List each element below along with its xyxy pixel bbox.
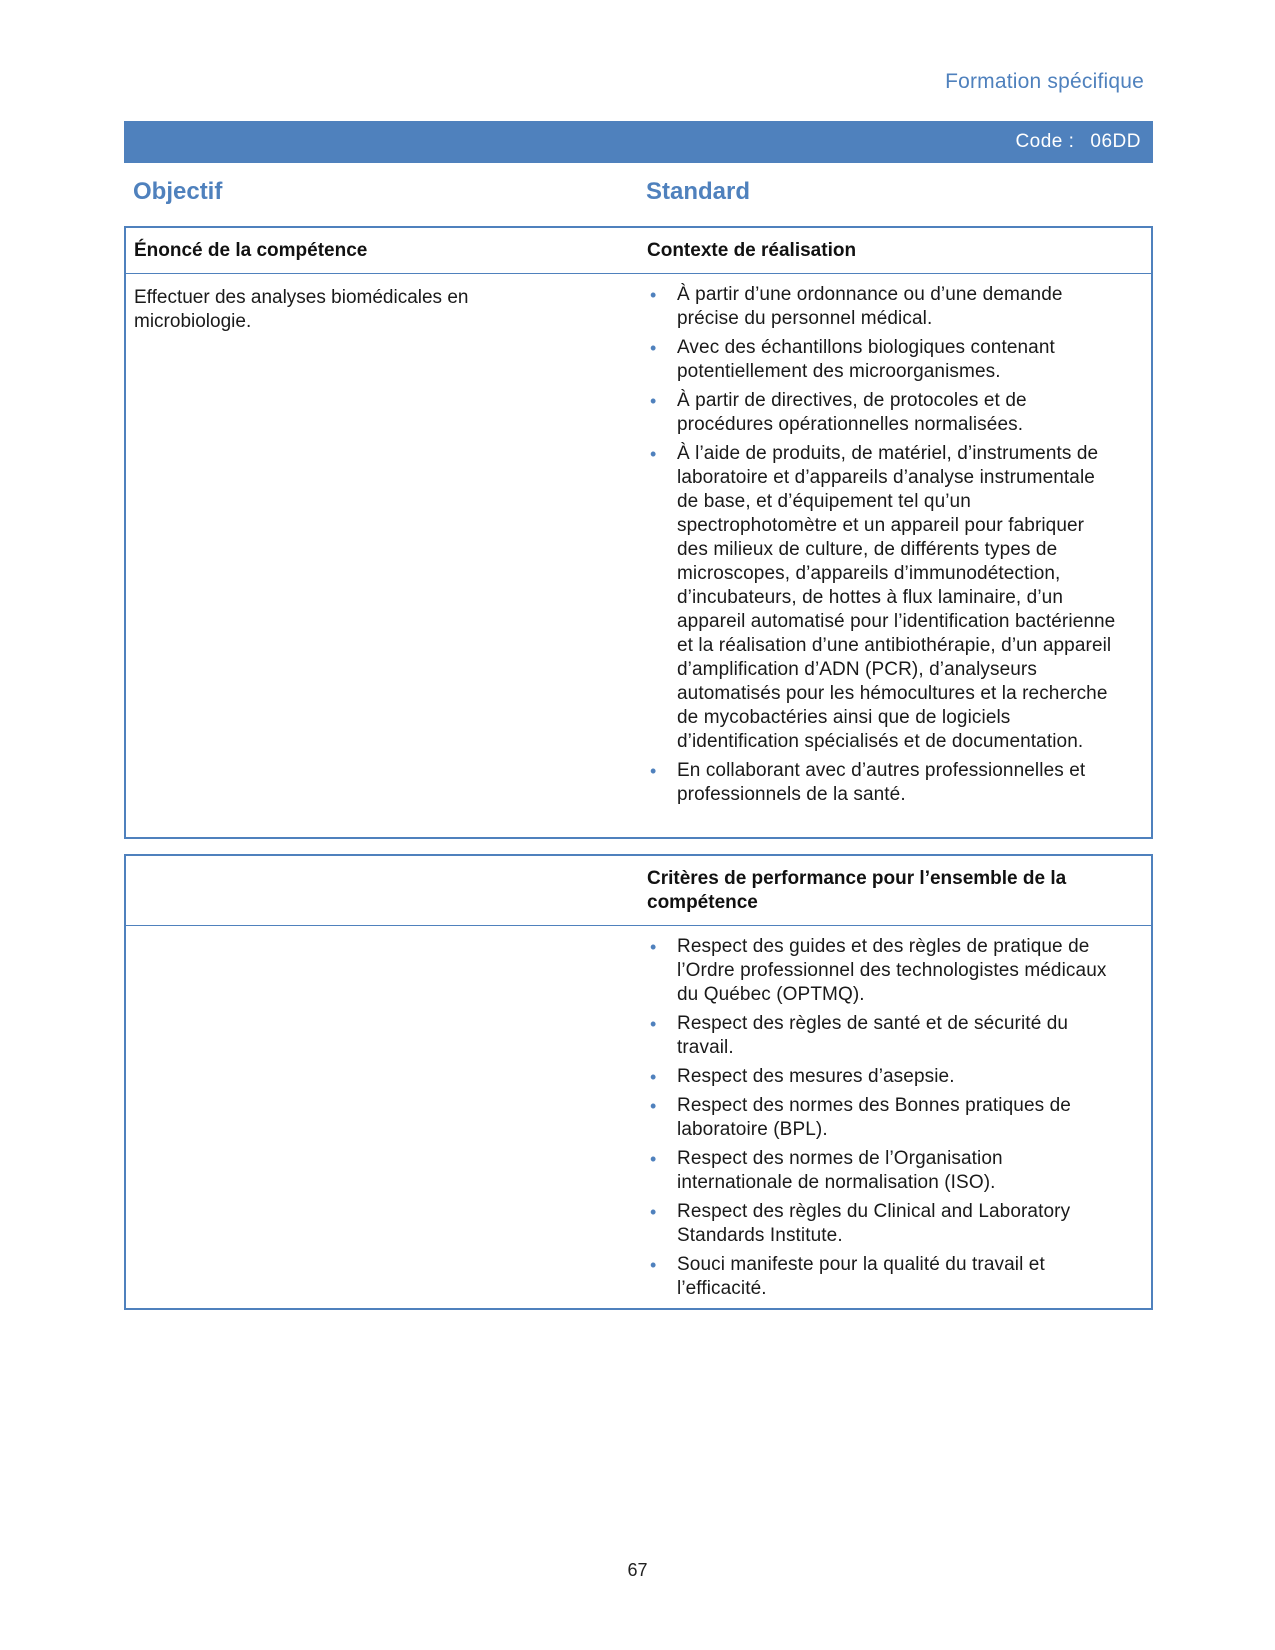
list-item-text: Souci manifeste pour la qualité du travail et l’efficacité.	[677, 1254, 1045, 1299]
bullet-icon: •	[650, 1149, 657, 1169]
bullet-icon: •	[650, 285, 657, 305]
list-item-text: À l’aide de produits, de matériel, d’instruments de laboratoire et d’appareils d’analyse instrumentale de base, et d’équipement tel qu’un spectrophotomètre et un appareil pour fabriquer des milieux de culture, de différents types de microscopes, d’appareils d’immunodétection, d’incubateurs, de hottes à flux laminaire, d’un appareil automatisé pour l’identification bactérienne et la réalisation d’une antibiothérapie, d’un appareil d’amplification d’ADN (PCR), d’analyseurs automatisés pour les hémocultures et la recherche de mycobactéries ainsi que de logiciels d’identification spécialisés et de documentation.	[677, 443, 1116, 752]
list-item-text: À partir d’une ordonnance ou d’une demande précise du personnel médical.	[677, 284, 1063, 329]
performance-criteria-list	[647, 935, 1117, 1306]
list-item-text: En collaborant avec d’autres professionnelles et professionnels de la santé.	[677, 760, 1086, 805]
list-item	[647, 283, 1117, 331]
list-item	[647, 1200, 1117, 1248]
performance-criteria-header: Critères de performance pour l’ensemble de la compétence	[647, 868, 1067, 913]
list-item-text: Respect des règles du Clinical and Laboratory Standards Institute.	[677, 1201, 1071, 1246]
list-item-text: Respect des normes de l’Organisation internationale de normalisation (ISO).	[677, 1148, 1003, 1193]
competency-statement-header: Énoncé de la compétence	[134, 240, 368, 261]
code-bar	[124, 121, 1153, 163]
performance-criteria-table	[124, 854, 1153, 1310]
running-header-title: Formation spécifique	[945, 70, 1144, 93]
code-label: Code :	[1015, 131, 1075, 152]
bullet-icon: •	[650, 1096, 657, 1116]
list-item	[647, 1147, 1117, 1195]
list-item	[647, 1253, 1117, 1301]
objective-heading: Objectif	[133, 178, 223, 205]
list-item-text: Respect des règles de santé et de sécurité du travail.	[677, 1013, 1069, 1058]
list-item	[647, 442, 1117, 754]
bullet-icon: •	[650, 761, 657, 781]
bullet-icon: •	[650, 444, 657, 464]
list-item	[647, 759, 1117, 807]
list-item	[647, 935, 1117, 1007]
bullet-icon: •	[650, 391, 657, 411]
bullet-icon: •	[650, 1067, 657, 1087]
list-item	[647, 389, 1117, 437]
list-item-text: Respect des mesures d’asepsie.	[677, 1066, 955, 1087]
standard-heading: Standard	[646, 178, 751, 205]
code-value: 06DD	[1090, 131, 1141, 152]
bullet-icon: •	[650, 937, 657, 957]
list-item-text: Respect des normes des Bonnes pratiques de laboratoire (BPL).	[677, 1095, 1071, 1140]
list-item-text: À partir de directives, de protocoles et de procédures opérationnelles normalisées.	[677, 390, 1027, 435]
list-item	[647, 1094, 1117, 1142]
competency-statement-text: Effectuer des analyses biomédicales en microbiologie.	[134, 287, 469, 332]
competency-context-table	[124, 226, 1153, 839]
bullet-icon: •	[650, 1014, 657, 1034]
bullet-icon: •	[650, 1255, 657, 1275]
page-number: 67	[627, 1560, 648, 1580]
list-item	[647, 1065, 1117, 1089]
list-item	[647, 1012, 1117, 1060]
list-item	[647, 336, 1117, 384]
list-item-text: Respect des guides et des règles de pratique de l’Ordre professionnel des technologistes médicaux du Québec (OPTMQ).	[677, 936, 1107, 1005]
bullet-icon: •	[650, 1202, 657, 1222]
table-header-row	[126, 228, 1151, 274]
realization-context-header: Contexte de réalisation	[647, 240, 857, 261]
realization-context-list	[647, 283, 1117, 812]
bullet-icon: •	[650, 338, 657, 358]
list-item-text: Avec des échantillons biologiques contenant potentiellement des microorganismes.	[677, 337, 1055, 382]
table-header-row	[126, 856, 1151, 926]
